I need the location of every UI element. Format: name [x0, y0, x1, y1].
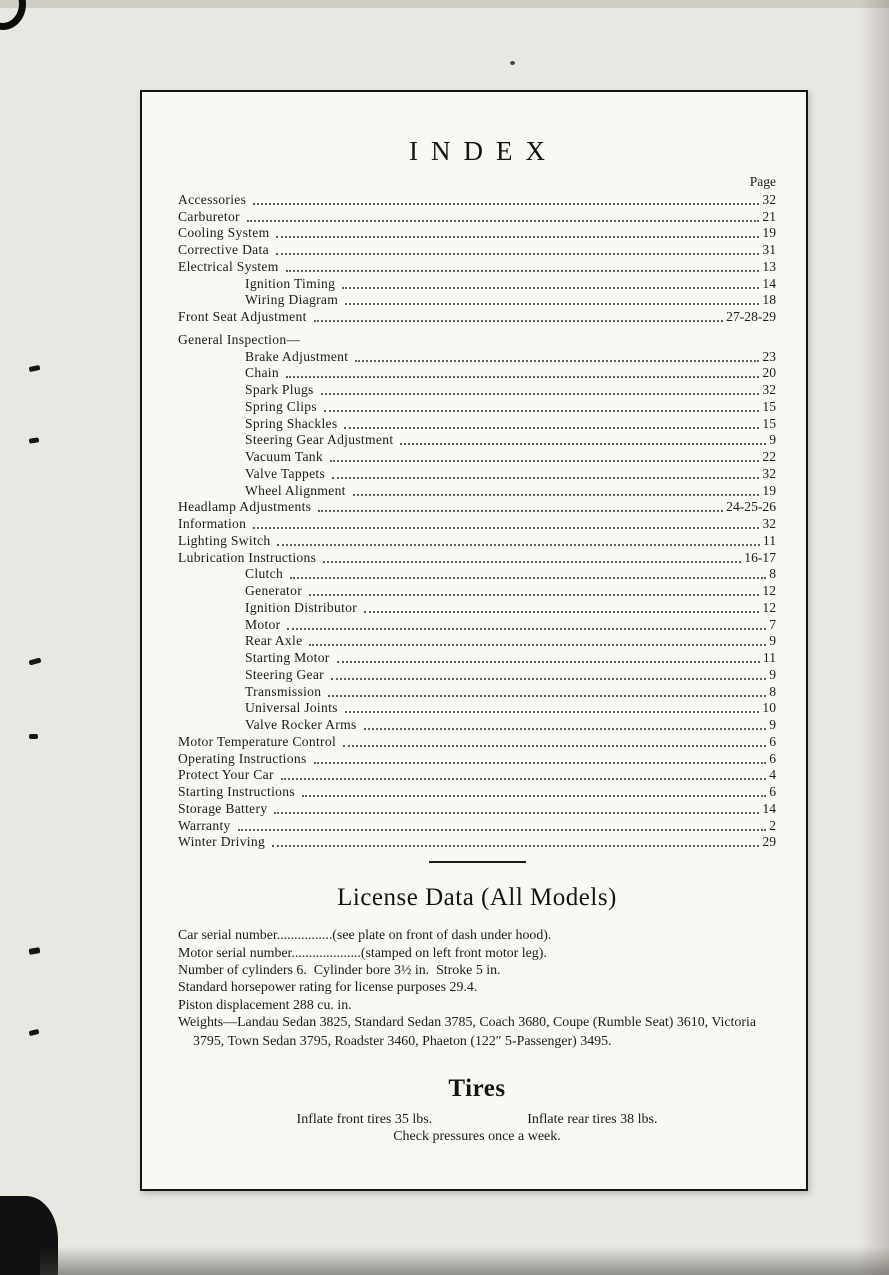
- index-entry-label: Ignition Timing: [245, 275, 336, 291]
- index-entry-page: 4: [769, 767, 776, 783]
- license-data-line: Number of cylinders 6. Cylinder bore 3½ in. Stroke 5 in.: [178, 963, 501, 979]
- section-divider: [429, 861, 526, 863]
- index-row: [178, 241, 776, 258]
- index-entry-label: General Inspection—: [178, 331, 301, 347]
- index-entry-page: 31: [762, 242, 776, 257]
- dot-leader: [309, 644, 766, 646]
- index-entry-page: 15: [762, 415, 776, 431]
- index-entry-page: 9: [769, 717, 776, 732]
- index-row: [178, 398, 776, 415]
- index-entry-label: Universal Joints: [245, 700, 338, 716]
- license-data-line: Motor serial number....................(stamped on left front motor leg).: [178, 945, 547, 961]
- index-row: [178, 482, 776, 499]
- index-entry-page: 2: [769, 817, 776, 833]
- index-entry-page: 11: [762, 532, 776, 548]
- dot-leader: [321, 393, 760, 395]
- index-entry-label: Corrective Data: [178, 242, 269, 257]
- index-entry-label: Spring Shackles: [245, 415, 338, 431]
- license-data-line: Weights—Landau Sedan 3825, Standard Sedan 3785, Coach 3680, Coupe (Rumble Seat) 3610, Victoria 3795, Town Sedan 3795, Roadster 3460, Phaeton (122″ 5-Passenger) 3495.: [178, 1015, 760, 1049]
- index-title: INDEX: [409, 136, 558, 166]
- index-row: [178, 381, 776, 398]
- index-entry-page: 15: [762, 398, 776, 414]
- index-row: [178, 666, 776, 683]
- index-entry-page: 7: [769, 616, 776, 632]
- dot-leader: [238, 829, 767, 831]
- dot-leader: [323, 561, 741, 563]
- index-row: [178, 331, 776, 348]
- index-entry-page: 14: [762, 800, 776, 816]
- license-lines: [178, 927, 776, 1051]
- index-entry-label: Winter Driving: [178, 834, 266, 850]
- scan-speck: [510, 61, 515, 65]
- scan-margin-mark: [29, 1029, 40, 1036]
- dot-leader: [328, 695, 766, 697]
- index-entry-page: 11: [762, 650, 776, 665]
- dot-leader: [253, 527, 759, 529]
- dot-leader: [314, 320, 724, 322]
- dot-leader: [286, 376, 759, 378]
- rear-tire-pressure: Inflate rear tires 38 lbs.: [527, 1112, 658, 1128]
- dot-leader: [290, 577, 766, 579]
- dot-leader: [331, 678, 766, 680]
- scan-margin-mark: [29, 365, 41, 372]
- index-row: [178, 208, 776, 225]
- index-entry-page: 32: [762, 465, 776, 481]
- index-row: [178, 258, 776, 275]
- index-entry-page: 27-28-29: [726, 309, 776, 324]
- index-entry-label: Chain: [245, 365, 279, 381]
- index-entry-label: Lubrication Instructions: [178, 549, 317, 565]
- index-entry-label: Generator: [245, 583, 303, 598]
- dot-leader: [286, 270, 760, 272]
- index-entry-label: Operating Instructions: [178, 750, 307, 766]
- license-data-line: Car serial number................(see plate on front of dash under hood).: [178, 928, 552, 944]
- index-row: [178, 733, 776, 750]
- index-row: [178, 465, 776, 482]
- index-row: [178, 191, 776, 208]
- scan-margin-mark: [29, 658, 42, 666]
- index-entry-label: Wheel Alignment: [245, 482, 346, 498]
- index-row: [178, 566, 776, 583]
- front-tire-pressure: Inflate front tires 35 lbs.: [296, 1112, 433, 1128]
- index-row: [178, 365, 776, 382]
- index-entry-label: Valve Tappets: [245, 465, 326, 481]
- index-row: [178, 633, 776, 650]
- dot-leader: [276, 253, 759, 255]
- index-row: [178, 499, 776, 516]
- index-row: [178, 783, 776, 800]
- index-row: [178, 415, 776, 432]
- scan-right-shade: [859, 0, 889, 1275]
- index-entry-label: Transmission: [245, 683, 322, 699]
- index-list: [178, 191, 776, 850]
- dot-leader: [276, 236, 759, 238]
- index-entry-page: 8: [769, 566, 776, 582]
- dot-leader: [324, 410, 759, 412]
- index-entry-page: 12: [762, 599, 776, 615]
- index-entry-label: Wiring Diagram: [245, 292, 339, 308]
- index-row: [178, 292, 776, 309]
- index-entry-label: Information: [178, 516, 247, 531]
- dot-leader: [281, 778, 766, 780]
- index-entry-label: Storage Battery: [178, 800, 268, 816]
- index-row: [178, 716, 776, 733]
- index-entry-page: 16-17: [744, 549, 776, 565]
- index-entry-label: Starting Motor: [245, 650, 330, 665]
- index-entry-label: Starting Instructions: [178, 784, 295, 799]
- index-entry-page: 9: [769, 432, 776, 448]
- dot-leader: [302, 795, 766, 797]
- index-row: [178, 225, 776, 242]
- scan-top-shade: [0, 0, 889, 8]
- page-frame: [140, 90, 808, 1191]
- index-entry-page: 21: [762, 208, 776, 224]
- index-entry-page: 6: [769, 733, 776, 749]
- index-entry-label: Accessories: [178, 191, 247, 207]
- index-entry-page: 12: [762, 583, 776, 598]
- index-entry-page: 8: [769, 683, 776, 699]
- index-entry-label: Spring Clips: [245, 398, 317, 414]
- index-entry-page: 29: [762, 834, 776, 850]
- page-column-label: Page: [749, 174, 776, 189]
- dot-leader: [355, 360, 759, 362]
- index-entry-label: Steering Gear: [245, 666, 325, 682]
- tire-check-note: Check pressures once a week.: [393, 1129, 561, 1145]
- dot-leader: [342, 287, 759, 289]
- index-entry-label: Protect Your Car: [178, 767, 274, 783]
- index-row: [178, 275, 776, 292]
- dot-leader: [343, 745, 766, 747]
- index-entry-label: Carburetor: [178, 208, 240, 224]
- index-entry-label: Lighting Switch: [178, 532, 271, 548]
- dot-leader: [314, 762, 767, 764]
- index-entry-label: Brake Adjustment: [245, 348, 349, 364]
- index-entry-label: Warranty: [178, 817, 231, 833]
- dot-leader: [345, 711, 760, 713]
- scan-artifact-top-left: [0, 0, 26, 30]
- dot-leader: [345, 303, 759, 305]
- dot-leader: [337, 661, 760, 663]
- index-row: [178, 683, 776, 700]
- tires-title: Tires: [448, 1075, 506, 1103]
- index-entry-label: Cooling System: [178, 225, 270, 241]
- index-entry-page: 22: [762, 449, 776, 464]
- index-row: [178, 599, 776, 616]
- index-entry-label: Electrical System: [178, 258, 279, 274]
- dot-leader: [364, 728, 767, 730]
- dot-leader: [287, 628, 766, 630]
- scan-margin-mark: [29, 734, 38, 739]
- dot-leader: [253, 203, 759, 205]
- index-entry-label: Motor: [245, 616, 281, 632]
- index-row: [178, 432, 776, 449]
- index-entry-label: Rear Axle: [245, 633, 303, 649]
- dot-leader: [277, 544, 759, 546]
- index-entry-page: 32: [762, 191, 776, 207]
- index-row: [178, 800, 776, 817]
- index-row: [178, 532, 776, 549]
- index-entry-label: Clutch: [245, 566, 284, 582]
- license-data-line: Standard horsepower rating for license purposes 29.4.: [178, 980, 478, 996]
- scan-bottom-shadow: [40, 1246, 889, 1275]
- index-entry-page: 23: [762, 348, 776, 364]
- index-entry-page: 32: [762, 516, 776, 531]
- index-row: [178, 767, 776, 784]
- index-entry-label: Vacuum Tank: [245, 449, 323, 464]
- index-entry-label: Spark Plugs: [245, 382, 314, 397]
- index-row: [178, 348, 776, 365]
- index-entry-label: Valve Rocker Arms: [245, 717, 357, 732]
- license-data-title: License Data (All Models): [337, 884, 617, 912]
- index-entry-page: 9: [769, 666, 776, 682]
- index-row: [178, 817, 776, 834]
- license-data-line: Piston displacement 288 cu. in.: [178, 997, 352, 1013]
- index-entry-label: Ignition Distributor: [245, 599, 358, 615]
- index-entry-page: 18: [762, 292, 776, 308]
- index-row: [178, 834, 776, 851]
- dot-leader: [272, 845, 759, 847]
- index-row: [178, 700, 776, 717]
- index-entry-page: 10: [762, 700, 776, 716]
- index-row: [178, 308, 776, 325]
- dot-leader: [344, 427, 759, 429]
- dot-leader: [318, 510, 723, 512]
- index-entry-label: Motor Temperature Control: [178, 733, 337, 749]
- index-entry-label: Headlamp Adjustments: [178, 499, 312, 515]
- index-entry-page: 24-25-26: [726, 499, 776, 515]
- index-row: [178, 649, 776, 666]
- dot-leader: [332, 477, 759, 479]
- index-row: [178, 582, 776, 599]
- index-entry-page: 14: [762, 275, 776, 291]
- index-entry-page: 20: [762, 365, 776, 381]
- index-row: [178, 448, 776, 465]
- dot-leader: [274, 812, 759, 814]
- index-entry-page: 19: [762, 482, 776, 498]
- index-entry-page: 13: [762, 258, 776, 274]
- index-row: [178, 616, 776, 633]
- index-entry-page: 6: [769, 750, 776, 766]
- index-entry-page: 9: [769, 633, 776, 649]
- dot-leader: [330, 460, 759, 462]
- dot-leader: [247, 220, 760, 222]
- index-row: [178, 549, 776, 566]
- dot-leader: [309, 594, 759, 596]
- index-row: [178, 515, 776, 532]
- dot-leader: [353, 494, 760, 496]
- index-entry-page: 6: [769, 784, 776, 799]
- dot-leader: [400, 443, 766, 445]
- index-row: [178, 750, 776, 767]
- scan-margin-mark: [29, 947, 41, 955]
- index-entry-page: 32: [762, 382, 776, 397]
- dot-leader: [364, 611, 759, 613]
- scan-margin-mark: [29, 437, 40, 443]
- index-entry-page: 19: [762, 225, 776, 241]
- tire-pressure-row: [178, 1112, 776, 1128]
- index-entry-label: Front Seat Adjustment: [178, 309, 307, 324]
- index-entry-label: Steering Gear Adjustment: [245, 432, 394, 448]
